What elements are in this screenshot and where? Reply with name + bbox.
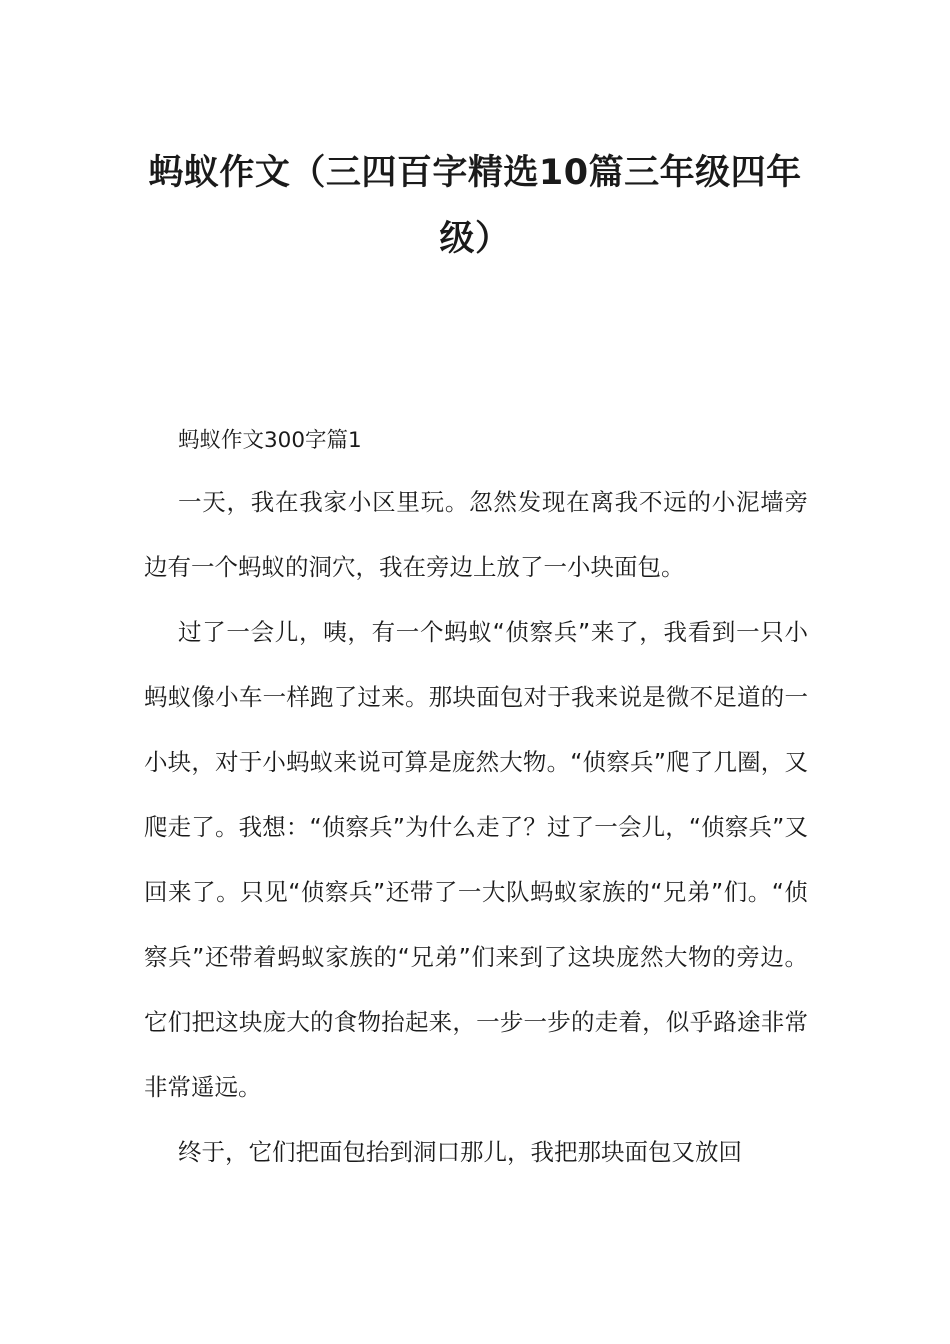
document-title: 蚂蚁作文（三四百字精选10篇三年级四年级）	[148, 153, 802, 259]
paragraph-3: 终于，它们把面包抬到洞口那儿，我把那块面包又放回	[178, 1138, 742, 1166]
paragraph-2: 过了一会儿，咦，有一个蚂蚁“侦察兵”来了，我看到一只小蚂蚁像小车一样跑了过来。那块面包对于我来说是微不足道的一小块，对于小蚂蚁来说可算是庞然大物。“侦察兵”爬了几圈，又爬走了。我想：“侦察兵”为什么走了？过了一会儿，“侦察兵”又回来了。只见“侦察兵”还带了一大队蚂蚁家族的“兄弟”们。“侦察兵”还带着蚂蚁家族的“兄弟”们来到了这块庞然大物的旁边。它们把这块庞大的食物抬起来，一步一步的走着，似乎路途非常非常遥远。	[144, 618, 808, 1101]
document-body	[144, 412, 808, 1185]
paragraph-1: 一天，我在我家小区里玩。忽然发现在离我不远的小泥墙旁边有一个蚂蚁的洞穴，我在旁边上放了一小块面包。	[144, 488, 808, 581]
section-heading: 蚂蚁作文300字篇1	[178, 428, 362, 453]
